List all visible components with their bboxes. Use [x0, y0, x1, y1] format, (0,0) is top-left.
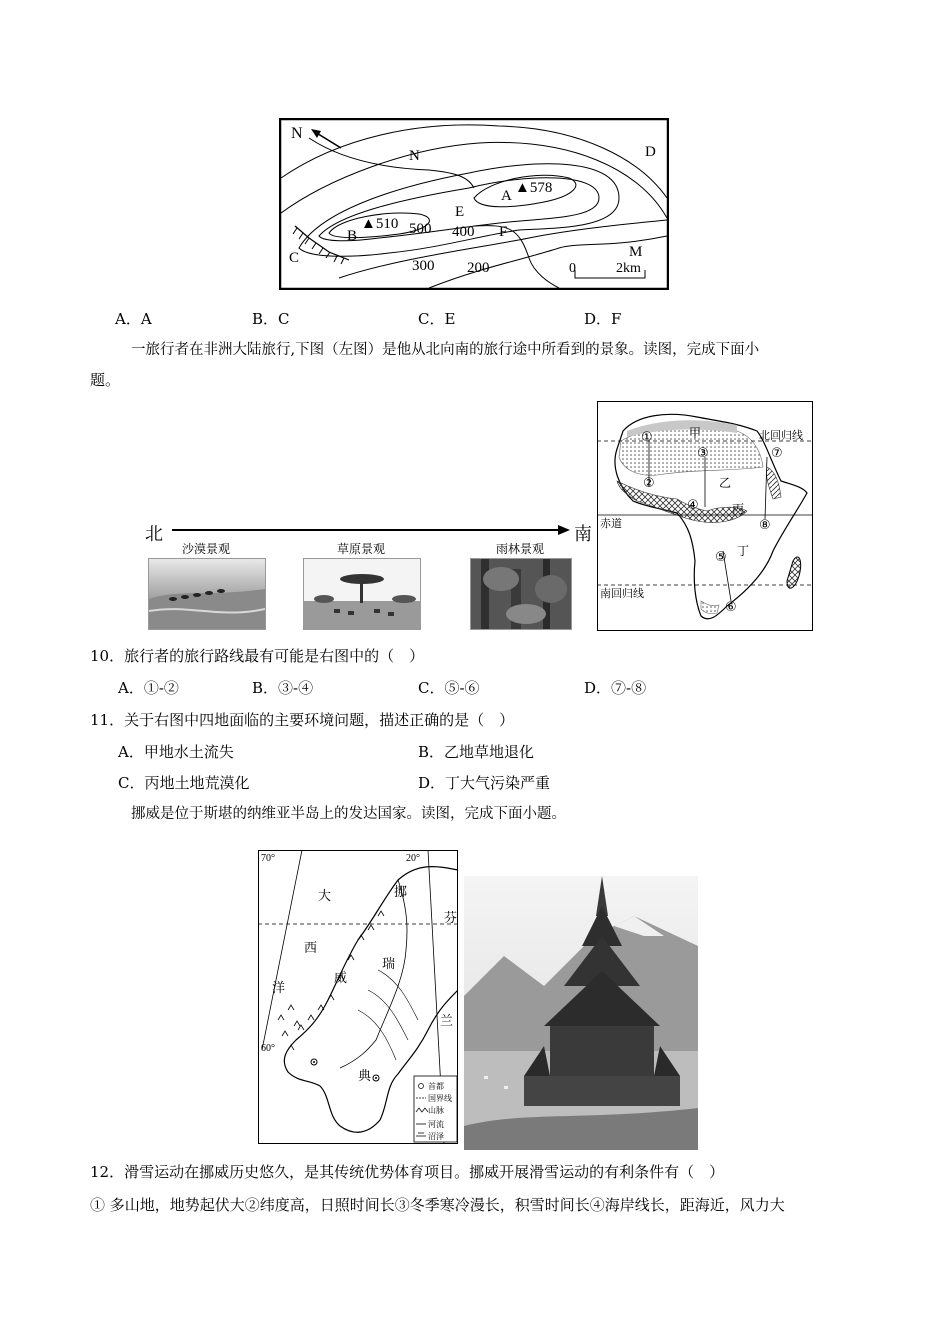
tropic-n-label: 北回归线 — [759, 429, 803, 442]
label-yang: 洋 — [272, 980, 286, 995]
label-dian: 典 — [358, 1068, 372, 1083]
scale-dist: 2km — [616, 261, 641, 276]
label-rui: 瑞 — [382, 956, 396, 971]
journey-south-label: 南 — [574, 524, 592, 545]
q9-option-a[interactable]: A．A — [115, 310, 152, 328]
q12-statements: ① 多山地，地势起伏大②纬度高，日照时间长③冬季寒冷漫长，积雪时间长④海岸线长，距海近，风力大 — [90, 1196, 785, 1214]
q12-stem: 12．滑雪运动在挪威历史悠久，是其传统优势体育项目。挪威开展滑雪运动的有利条件有（ ） — [90, 1163, 725, 1181]
contour-label-200: 200 — [467, 260, 490, 276]
q9-option-b[interactable]: B．C — [252, 310, 290, 328]
photo-caption-rainforest: 雨林景观 — [495, 542, 544, 556]
journey-arrow-icon — [170, 522, 572, 538]
tropic-s-label: 南回归线 — [600, 587, 644, 600]
point-F: F — [499, 224, 508, 240]
intro-africa: 一旅行者在非洲大陆旅行,下图（左图）是他从北向南的旅行途中所看到的景象。读图，完成下面小 — [131, 342, 760, 358]
equator-label: 赤道 — [600, 517, 622, 530]
legend-capital: 首都 — [428, 1082, 444, 1091]
q9-option-d[interactable]: D．F — [584, 310, 622, 328]
savanna-photo — [303, 558, 421, 630]
label-da: 大 — [318, 888, 332, 903]
lon70: 70° — [261, 853, 275, 864]
marker-5: ⑤ — [715, 550, 727, 565]
point-E: E — [455, 204, 465, 220]
region-yi: 乙 — [719, 476, 732, 490]
q9-option-c[interactable]: C．E — [418, 310, 456, 328]
point-D: D — [645, 144, 656, 160]
label-fen: 芬 — [444, 910, 458, 925]
label-lan: 兰 — [440, 1013, 454, 1028]
q10-stem: 10．旅行者的旅行路线最有可能是右图中的（ ） — [90, 647, 425, 665]
region-ding: 丁 — [737, 544, 750, 558]
marker-2: ② — [643, 476, 655, 491]
point-C: C — [289, 250, 300, 266]
stave-church-photo — [464, 876, 698, 1150]
q10-option-c[interactable]: C．⑤-⑥ — [418, 679, 480, 697]
point-M: M — [629, 244, 643, 260]
marker-1: ① — [641, 430, 653, 445]
africa-map — [597, 401, 813, 631]
region-jia: 甲 — [689, 426, 702, 440]
label-wei: 威 — [334, 970, 348, 985]
marker-4: ④ — [687, 498, 699, 513]
q10-option-d[interactable]: D．⑦-⑧ — [584, 679, 647, 697]
q11-option-c[interactable]: C．丙地土地荒漠化 — [118, 774, 250, 792]
elev-B: ▲510 — [361, 216, 399, 232]
photo-caption-savanna: 草原景观 — [336, 542, 385, 556]
rainforest-photo — [470, 558, 572, 630]
marker-6: ⑥ — [725, 600, 737, 615]
legend-mountain: 山脉 — [428, 1106, 444, 1115]
scale-zero: 0 — [569, 261, 576, 276]
marker-8: ⑧ — [759, 518, 771, 533]
q11-stem: 11．关于右图中四地面临的主要环境问题，描述正确的是（ ） — [90, 711, 515, 729]
intro-africa-cont: 题。 — [90, 371, 121, 389]
q10-option-b[interactable]: B．③-④ — [252, 679, 314, 697]
lat60: 60° — [261, 1043, 275, 1054]
intro-norway: 挪威是位于斯堪的纳维亚半岛上的发达国家。读图，完成下面小题。 — [131, 806, 566, 822]
q11-option-a[interactable]: A．甲地水土流失 — [118, 743, 234, 761]
label-xi: 西 — [304, 940, 318, 955]
north-label: N — [291, 125, 303, 142]
elev-A: ▲578 — [515, 180, 553, 196]
contour-label-300: 300 — [412, 258, 435, 274]
legend-river: 河流 — [428, 1120, 444, 1129]
marker-3: ③ — [697, 446, 709, 461]
legend-swamp: 沼泽 — [428, 1132, 444, 1141]
label-nuo: 挪 — [394, 884, 408, 899]
point-A: A — [501, 188, 512, 204]
photo-caption-desert: 沙漠景观 — [181, 542, 230, 556]
desert-photo — [148, 558, 266, 630]
contour-label-400: 400 — [452, 224, 475, 240]
point-N: N — [409, 148, 420, 164]
contour-map — [279, 118, 669, 290]
q11-option-b[interactable]: B．乙地草地退化 — [418, 743, 535, 761]
lon20: 20° — [406, 853, 420, 864]
norway-map — [258, 850, 458, 1144]
point-B: B — [347, 228, 358, 244]
marker-7: ⑦ — [771, 446, 783, 461]
q10-option-a[interactable]: A．①-② — [118, 679, 179, 697]
legend-border: 国界线 — [428, 1094, 452, 1103]
q11-option-d[interactable]: D．丁大气污染严重 — [418, 774, 551, 792]
contour-label-500: 500 — [409, 221, 432, 237]
region-bing: 丙 — [732, 502, 745, 516]
journey-north-label: 北 — [145, 524, 163, 545]
